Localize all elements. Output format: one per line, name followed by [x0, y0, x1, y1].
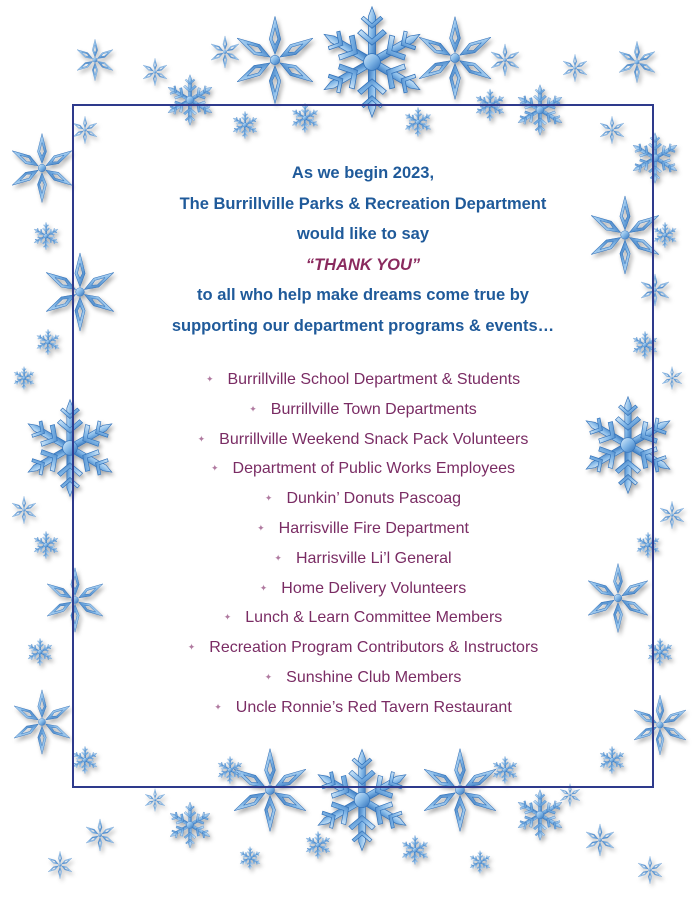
thank-you-notice [74, 106, 652, 723]
list-item: ✦ Home Delivery Volunteers [259, 579, 467, 597]
bullet-icon: ✦ [223, 612, 232, 623]
bullet-icon: ✦ [197, 433, 206, 444]
bullet-icon: ✦ [274, 552, 282, 563]
list-item: ✦ Harrisville Fire Department [257, 520, 469, 538]
list-item: ✦ Sunshine Club Members [264, 669, 462, 687]
bullet-icon: ✦ [249, 403, 257, 414]
list-item: ✦ Burrillville Town Departments [249, 400, 477, 418]
bullet-icon: ✦ [259, 582, 268, 593]
intro-line-2: The Burrillville Parks & Recreation Department [179, 194, 547, 213]
list-item: ✦ Burrillville Weekend Snack Pack Volunteers [197, 430, 529, 448]
bullet-icon: ✦ [205, 374, 214, 384]
list-item: ✦ Dunkin’ Donuts Pascoag [264, 490, 462, 508]
list-item: ✦ Harrisville Li’l General [274, 549, 452, 567]
bullet-icon: ✦ [257, 522, 265, 533]
intro-line-5: supporting our department programs & events… [171, 316, 555, 335]
thank-you-heading: “THANK YOU” [305, 255, 421, 274]
list-item: ✦ Uncle Ronnie’s Red Tavern Restaurant [214, 698, 512, 716]
list-item: ✦ Recreation Program Contributors & Instructors [187, 639, 539, 657]
bullet-icon: ✦ [214, 701, 222, 712]
bullet-icon: ✦ [264, 493, 273, 504]
bullet-icon: ✦ [210, 463, 219, 474]
bullet-icon: ✦ [264, 671, 273, 682]
intro-line-1: As we begin 2023, [291, 164, 435, 182]
intro-line-4: to all who help make dreams come true by [197, 286, 529, 304]
list-item: ✦ Lunch & Learn Committee Members [223, 609, 503, 627]
list-item: ✦ Department of Public Works Employees [210, 460, 516, 478]
intro-line-3: would like to say [296, 225, 430, 243]
list-item: ✦ Burrillville School Department & Students [205, 371, 521, 389]
thanks-list [74, 365, 652, 723]
bullet-icon: ✦ [187, 642, 196, 653]
intro-message [74, 158, 652, 341]
